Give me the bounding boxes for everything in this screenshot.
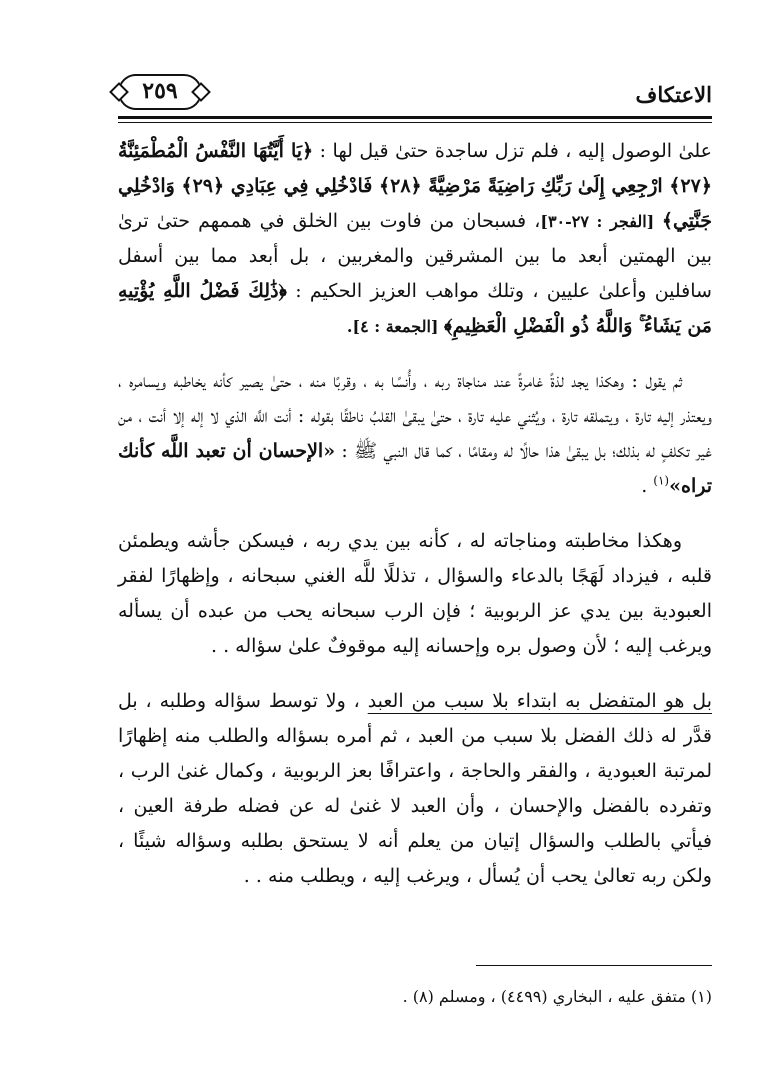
text-run: وهكذا مخاطبته ومناجاته له ، كأنه بين يدي ربه ، فيسكن جأشه ويطمئن قلبه ، فيزداد لَهَجًا بالدعاء والسؤال ، تذللًا للَّه الغني سبحانه ، وإظهارًا لفقر العبودية بين يدي عز الربوبية ؛ فإن الرب سبحانه يحب من عبده أن يسأله ويرغب إليه ؛ لأن وصول بره وإحسانه إليه موقوفٌ علىٰ سؤاله . .	[118, 530, 712, 657]
verse-reference: [الجمعة : ٤].	[346, 317, 445, 336]
quran-verse: ﴿يَا أَيَّتُهَا النَّفْسُ الْمُطْمَئِنَّةُ ﴿٢٧﴾ ارْجِعِي إِلَىٰ رَبِّكِ رَاضِيَةً مَرْضِيَّةً ﴿٢٨﴾ فَادْخُلِي فِي عِبَادِي ﴿٢٩﴾ وَادْخُلِي جَنَّتِي﴾	[118, 140, 712, 232]
paragraph-gap	[118, 344, 712, 364]
paragraph-3	[118, 524, 712, 664]
page-number-badge	[118, 74, 202, 110]
text-run: .	[641, 475, 654, 497]
hadith-quote: «الإحسان أن تعبد اللَّه كأنك تراه»	[118, 440, 712, 497]
text-run: ، فسبحان من فاوت بين الخلق في هممهم حتىٰ ترىٰ بين الهمتين أبعد ما بين المشرقين والمغربين ، بل أبعد مما بين أسفل سافلين وأعلىٰ عليين ، وتلك مواهب العزيز الحكيم :	[118, 210, 712, 302]
footnote-marker: (١)	[653, 473, 670, 488]
footnote-separator	[476, 965, 712, 966]
text-run: ، ولا توسط سؤاله وطلبه ، بل قدَّر له ذلك الفضل بلا سبب من العبد ، ثم أمره بسؤاله والطلب منه إظهارًا لمرتبة العبودية ، والفقر والحاجة ، واعترافًا بعز الربوبية ، وكمال غنىٰ الرب ، وتفرده بالفضل والإحسان ، وأن العبد لا غنىٰ له عن فضله طرفة العين ، فيأتي بالطلب والسؤال إتيان من يعلم أنه لا يستحق بطلبه وسؤاله شيئًا ، ولكن ربه تعالىٰ يحب أن يُسأل ، ويرغب إليه ، ويطلب منه . .	[118, 690, 712, 887]
text-run: علىٰ الوصول إليه ، فلم تزل ساجدة حتىٰ قيل لها :	[313, 140, 712, 162]
text-run: ثم يقول : وهكذا يجد لذةً غامرةً عند مناجاة ربه ، وأُنسًا به ، وقربًا منه ، حتىٰ يصير كأنه يخاطبه ويسامره ، ويعتذر إليه تارة ، ويتملقه تارة ، ويُثني عليه تارة ، حتىٰ يبقىٰ القلبُ ناطقًا بقوله : أنت اللَّه الذي لا إله إلا أنت ، من غير تكلفٍ له بذلك؛ بل يبقىٰ هذا حالًا له ومقامًا ، كما قال النبي ﷺ :	[118, 370, 712, 462]
header-rule	[118, 116, 712, 119]
paragraph-1	[118, 134, 712, 344]
paragraph-gap	[118, 504, 712, 524]
page-header	[118, 70, 712, 130]
quran-verse: ﴿ذَٰلِكَ فَضْلُ اللَّهِ يُؤْتِيهِ مَن يَشَاءُ ۚ وَاللَّهُ ذُو الْفَضْلِ الْعَظِيمِ﴾	[118, 280, 712, 337]
underlined-text: بل هو المتفضل به ابتداء بلا سبب من العبد	[367, 690, 712, 712]
paragraph-4	[118, 684, 712, 894]
paragraph-gap	[118, 664, 712, 684]
paragraph-2	[118, 364, 712, 504]
verse-reference: [الفجر : ٢٧-٣٠]	[540, 212, 662, 231]
running-title: الاعتكاف	[635, 82, 712, 107]
page-number: ٢٥٩	[142, 78, 178, 104]
footnote: (١) متفق عليه ، البخاري (٤٤٩٩) ، ومسلم (٨) .	[402, 987, 712, 1006]
main-text	[118, 134, 712, 894]
